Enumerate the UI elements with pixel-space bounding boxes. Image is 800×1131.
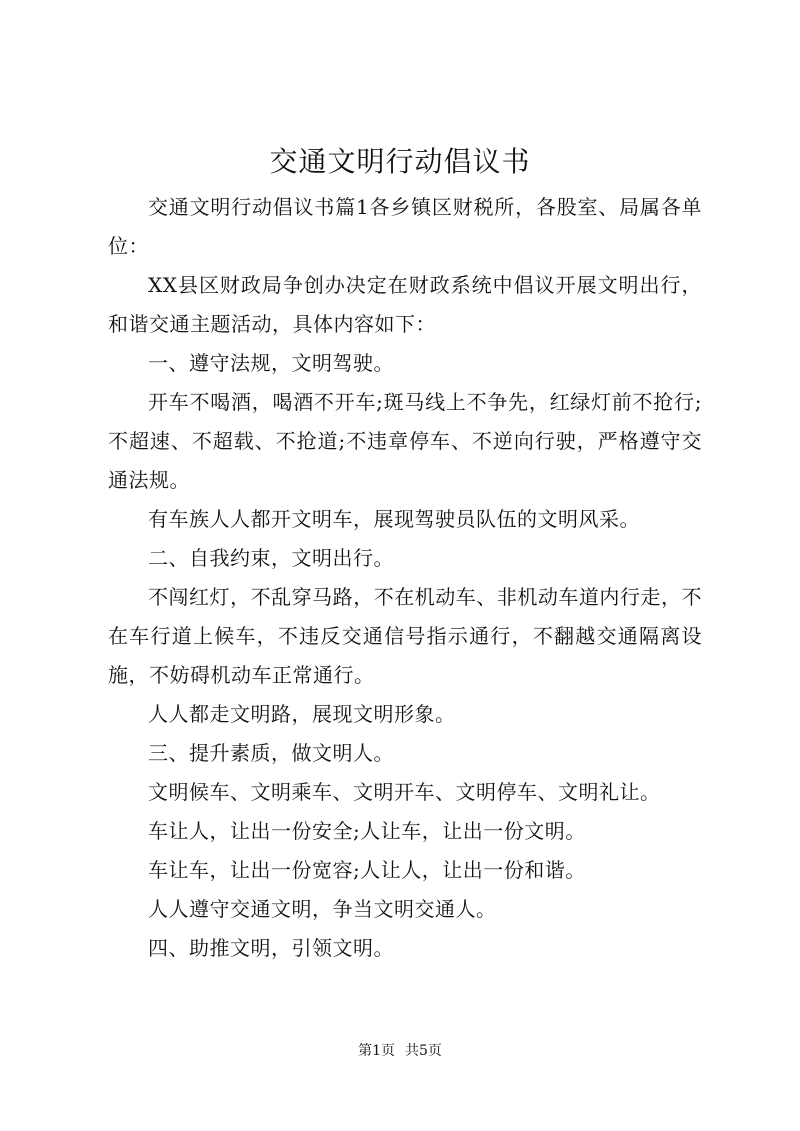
page-total: 共5页 — [405, 1043, 442, 1059]
paragraph: 车让人，让出一份安全;人让车，让出一份文明。 — [148, 819, 586, 843]
section-heading: 二、自我约束，文明出行。 — [148, 546, 394, 570]
section-heading: 三、提升素质，做文明人。 — [148, 741, 394, 765]
document-body — [108, 188, 702, 968]
document-title: 交通文明行动倡议书 — [269, 145, 531, 178]
paragraph: 不闯红灯，不乱穿马路，不在机动车、非机动车道内行走，不在车行道上候车，不违反交通信号指示通行，不翻越交通隔离设施，不妨碍机动车正常通行。 — [108, 585, 702, 687]
paragraph: 开车不喝酒，喝酒不开车;斑马线上不争先，红绿灯前不抢行;不超速、不超载、不抢道;不违章停车、不逆向行驶，严格遵守交通法规。 — [108, 390, 702, 492]
page-footer — [0, 1041, 800, 1061]
page-number: 第1页 — [358, 1043, 395, 1059]
paragraph: 人人都走文明路，展现文明形象。 — [148, 702, 456, 726]
section-heading: 一、遵守法规，文明驾驶。 — [148, 351, 394, 375]
section-heading: 四、助推文明，引领文明。 — [148, 936, 394, 960]
paragraph: 交通文明行动倡议书篇1各乡镇区财税所，各股室、局属各单位： — [108, 195, 702, 258]
paragraph: 人人遵守交通文明，争当文明交通人。 — [148, 897, 497, 921]
paragraph: XX县区财政局争创办决定在财政系统中倡议开展文明出行，和谐交通主题活动，具体内容如下： — [108, 273, 702, 336]
paragraph: 文明候车、文明乘车、文明开车、文明停车、文明礼让。 — [148, 780, 661, 804]
paragraph: 有车族人人都开文明车，展现驾驶员队伍的文明风采。 — [148, 507, 640, 531]
paragraph: 车让车，让出一份宽容;人让人，让出一份和谐。 — [148, 858, 586, 882]
